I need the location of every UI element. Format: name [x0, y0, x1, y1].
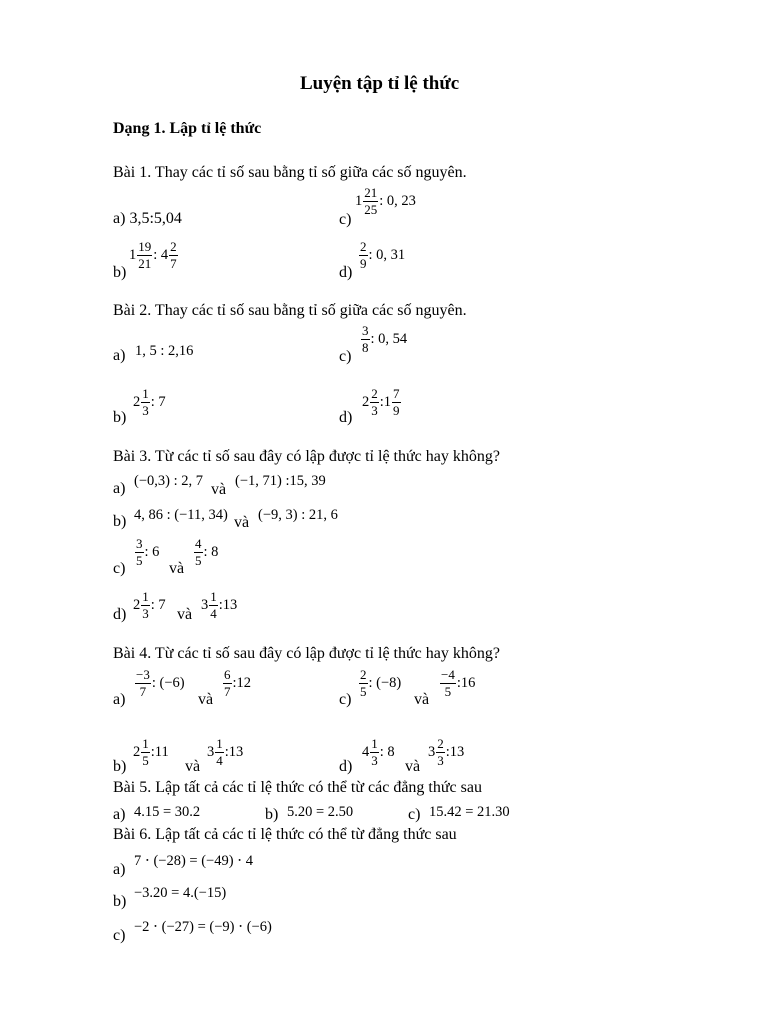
bai5-b: 5.20 = 2.50	[287, 804, 354, 820]
bai3-d2: 3 1 4 :13	[201, 589, 238, 621]
bai4-a1: −3 7 : (−6)	[136, 667, 185, 699]
bai2-c-expr: 3 8 : 0, 54	[362, 323, 408, 355]
fraction: 21 25	[364, 185, 378, 217]
label-d: d)	[339, 758, 353, 775]
rest: : 0, 23	[379, 192, 416, 209]
label-b: b)	[113, 893, 127, 910]
bai2-a-expr: 1, 5 : 2,16	[135, 343, 194, 359]
bai1-c-expr	[355, 186, 416, 216]
label-a: a)	[113, 861, 126, 878]
bai2-d-expr: 2 2 3 : 1 7 9	[362, 386, 400, 418]
bai1-heading: Bài 1. Thay các tỉ số sau bằng tỉ số giữa các số nguyên.	[113, 164, 467, 181]
bai4-a2: 6 7 :12	[224, 667, 252, 699]
bai4-d1: 4 1 3 : 8	[362, 736, 395, 768]
label-va: và	[177, 606, 193, 623]
bai4-d2: 3 2 3 :13	[428, 736, 465, 768]
bai1-a	[113, 210, 182, 228]
bai3-b1: 4, 86 : (−11, 34)	[134, 507, 228, 523]
bai3-c2: 4 5 : 8	[195, 536, 219, 568]
label-c: c)	[113, 927, 126, 944]
label-c: c)	[408, 806, 421, 823]
bai6-c: −2 ⋅ (−27) = (−9) ⋅ (−6)	[134, 919, 272, 935]
bai4-b2: 3 1 4 :13	[207, 736, 244, 768]
bai1-b-expr: 1 19 21 : 4 2 7	[129, 239, 177, 271]
label-a: a)	[113, 347, 126, 364]
bai4-b1: 2 1 5 :11	[133, 736, 169, 768]
bai3-d1: 2 1 3 : 7	[133, 589, 166, 621]
bai2-heading: Bài 2. Thay các tỉ số sau bằng tỉ số giữa các số nguyên.	[113, 302, 467, 319]
label-c: c)	[339, 348, 352, 365]
bai6-a: 7 ⋅ (−28) = (−49) ⋅ 4	[134, 853, 254, 869]
label-d: d)	[339, 409, 353, 426]
bai3-a1: (−0,3) : 2, 7	[134, 473, 203, 489]
bai1-d-expr: 2 9 : 0, 31	[360, 239, 406, 271]
whole: 1	[355, 192, 363, 209]
label-va: và	[198, 691, 214, 708]
bai3-heading: Bài 3. Từ các tỉ số sau đây có lập được tỉ lệ thức hay không?	[113, 448, 500, 465]
label-d: d)	[113, 606, 127, 623]
label-b: b)	[113, 758, 127, 775]
label-b: b)	[113, 409, 127, 426]
label-d: d)	[339, 264, 353, 281]
label-a: a)	[113, 480, 126, 497]
bai3-c1: 3 5 : 6	[136, 536, 160, 568]
bai5-a: 4.15 = 30.2	[134, 804, 201, 820]
label-va: và	[414, 691, 430, 708]
label-va: và	[185, 758, 201, 775]
label-b: b)	[113, 264, 127, 281]
bai4-c1: 2 5 : (−8)	[360, 667, 402, 699]
label-va: và	[405, 758, 421, 775]
label-va: và	[234, 514, 250, 531]
label-va: và	[169, 560, 185, 577]
bai6-b: −3.20 = 4.(−15)	[134, 885, 227, 901]
bai6-heading: Bài 6. Lập tất cả các tỉ lệ thức có thể từ đẳng thức sau	[113, 826, 457, 843]
label-b: b)	[113, 513, 127, 530]
label-b: b)	[265, 806, 279, 823]
section-heading: Dạng 1. Lập tỉ lệ thức	[113, 120, 262, 137]
page-title: Luyện tập tỉ lệ thức	[300, 73, 460, 94]
label-a: a)	[113, 691, 126, 708]
bai1-a-expr: 3,5:5,04	[129, 210, 182, 227]
bai5-heading: Bài 5. Lập tất cả các tỉ lệ thức có thể từ các đẳng thức sau	[113, 779, 482, 796]
label-va: và	[211, 481, 227, 498]
bai3-b2: (−9, 3) : 21, 6	[258, 507, 338, 523]
label-a: a)	[113, 806, 126, 823]
bai5-c: 15.42 = 21.30	[429, 804, 510, 820]
label-c: c)	[339, 211, 352, 228]
bai4-heading: Bài 4. Từ các tỉ số sau đây có lập được tỉ lệ thức hay không?	[113, 645, 500, 662]
bai2-b-expr: 2 1 3 : 7	[133, 386, 166, 418]
label-c: c)	[339, 691, 352, 708]
label-c: c)	[113, 560, 126, 577]
bai4-c2: −4 5 :16	[441, 667, 476, 699]
bai3-a2: (−1, 71) :15, 39	[235, 473, 326, 489]
label-a: a)	[113, 210, 126, 227]
